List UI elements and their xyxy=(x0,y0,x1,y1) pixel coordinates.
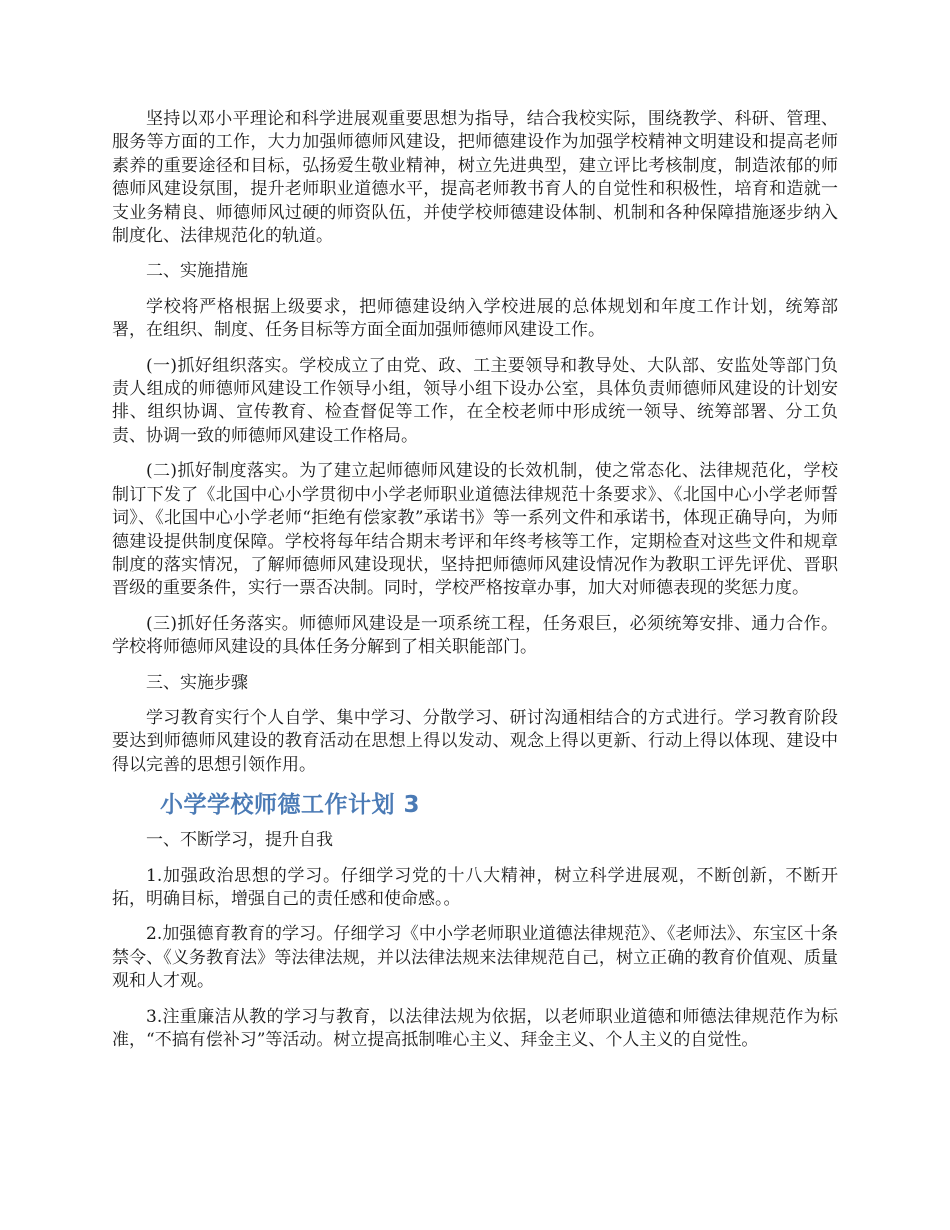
body-paragraph: 学习教育实行个人自学、集中学习、分散学习、研讨沟通相结合的方式进行。学习教育阶段要达到师德师风建设的教育活动在思想上得以发动、观念上得以更新、行动上得以体现、建设中得以完善的思想引领作用。 xyxy=(112,707,838,775)
heading-continuous-learning: 一、不断学习，提升自我 xyxy=(146,830,333,851)
body-paragraph: (三)抓好任务落实。师德师风建设是一项系统工程，任务艰巨，必须统筹安排、通力合作。学校将师德师风建设的具体任务分解到了相关职能部门。 xyxy=(112,613,838,658)
body-paragraph: (一)抓好组织落实。学校成立了由党、政、工主要领导和教导处、大队部、安监处等部门负责人组成的师德师风建设工作领导小组，领导小组下设办公室，具体负责师德师风建设的计划安排、组织协调、宣传教育、检查督促等工作，在全校老师中形成统一领导、统筹部署、分工负责、协调一致的师德师风建设工作格局。 xyxy=(112,355,838,446)
document-page xyxy=(112,108,838,1064)
body-paragraph: (二)抓好制度落实。为了建立起师德师风建设的长效机制，使之常态化、法律规范化，学校制订下发了《北国中心小学贯彻中小学老师职业道德法律规范十条要求》、《北国中心小学老师誓词》、《北国中心小学老师“拒绝有偿家教”承诺书》等一系列文件和承诺书，体现正确导向，为师德建设提供制度保障。学校将每年结合期末考评和年终考核等工作，定期检查对这些文件和规章制度的落实情况，了解师德师风建设现状，坚持把师德师风建设情况作为教职工评先评优、晋职晋级的重要条件，实行一票否决制。同时，学校严格按章办事，加大对师德表现的奖惩力度。 xyxy=(112,461,838,599)
heading-implementation-measures: 二、实施措施 xyxy=(146,261,248,282)
section-title: 小学学校师德工作计划 3 xyxy=(160,792,421,819)
body-paragraph: 2.加强德育教育的学习。仔细学习《中小学老师职业道德法律规范》、《老师法》、东宝区十条禁令、《义务教育法》等法律法规，并以法律法规来法律规范自己，树立正确的教育价值观、质量观和人才观。 xyxy=(112,924,838,992)
body-paragraph: 3.注重廉洁从教的学习与教育，以法律法规为依据，以老师职业道德和师德法律规范作为标准，“不搞有偿补习”等活动。树立提高抵制唯心主义、拜金主义、个人主义的自觉性。 xyxy=(112,1006,838,1050)
body-paragraph: 学校将严格根据上级要求，把师德建设纳入学校进展的总体规划和年度工作计划，统筹部署，在组织、制度、任务目标等方面全面加强师德师风建设工作。 xyxy=(112,296,838,341)
body-paragraph: 坚持以邓小平理论和科学进展观重要思想为指导，结合我校实际，围绕教学、科研、管理、服务等方面的工作，大力加强师德师风建设，把师德建设作为加强学校精神文明建设和提高老师素养的重要途径和目标，弘扬爱生敬业精神，树立先进典型，建立评比考核制度，制造浓郁的师德师风建设氛围，提升老师职业道德水平，提高老师教书育人的自觉性和积极性，培育和造就一支业务精良、师德师风过硬的师资队伍，并使学校师德建设体制、机制和各种保障措施逐步纳入制度化、法律规范化的轨道。 xyxy=(112,109,838,247)
heading-implementation-steps: 三、实施步骤 xyxy=(146,672,248,693)
body-paragraph: 1.加强政治思想的学习。仔细学习党的十八大精神，树立科学进展观，不断创新，不断开拓，明确目标，增强自己的责任感和使命感。。 xyxy=(112,865,838,909)
